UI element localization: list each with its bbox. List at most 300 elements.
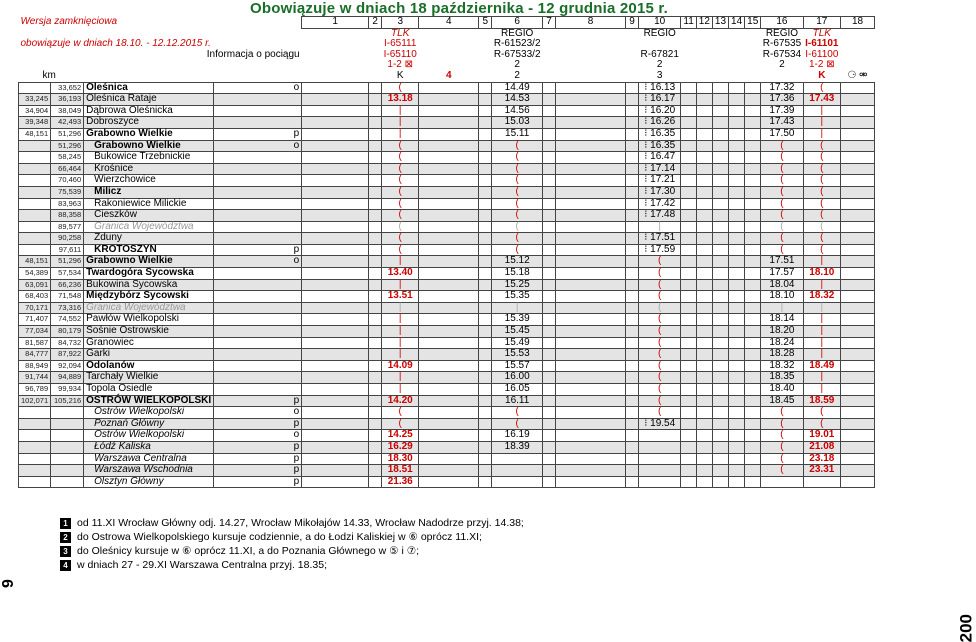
table-row — [19, 221, 875, 233]
time-cell — [543, 140, 556, 152]
time-cell: 18.10 — [803, 268, 840, 280]
time-cell — [712, 94, 728, 106]
km-2: 99,934 — [51, 384, 84, 396]
time-cell — [712, 465, 728, 477]
time-cell — [302, 360, 369, 372]
time-cell: 15.49 — [492, 337, 543, 349]
time-cell — [479, 175, 492, 187]
time-cell — [369, 372, 382, 384]
time-cell: 18.51 — [382, 465, 419, 477]
km-2: 80,179 — [51, 326, 84, 338]
time-cell — [696, 233, 712, 245]
km-2: 36,193 — [51, 94, 84, 106]
time-cell — [729, 221, 745, 233]
time-cell: ( — [803, 233, 840, 245]
header-train-row-1-cell — [479, 39, 492, 50]
header-category-row-cell — [302, 28, 369, 39]
km-1 — [19, 186, 51, 198]
time-cell — [302, 407, 369, 419]
time-cell — [543, 372, 556, 384]
time-cell — [543, 128, 556, 140]
time-cell — [696, 360, 712, 372]
time-cell — [419, 302, 479, 314]
footnote-number: 2 — [60, 532, 71, 543]
time-cell — [681, 268, 696, 280]
time-cell — [681, 384, 696, 396]
time-cell — [369, 244, 382, 256]
time-cell — [479, 465, 492, 477]
time-cell — [479, 279, 492, 291]
arr-dep — [214, 152, 302, 164]
time-cell — [479, 441, 492, 453]
time-cell — [626, 430, 639, 442]
time-cell: ( — [761, 453, 803, 465]
time-cell — [626, 314, 639, 326]
time-cell — [479, 430, 492, 442]
arr-dep — [214, 186, 302, 198]
time-cell — [419, 233, 479, 245]
km-2: 90,258 — [51, 233, 84, 245]
time-cell — [712, 117, 728, 129]
time-cell: ( — [382, 163, 419, 175]
km-1: 96,789 — [19, 384, 51, 396]
station-name: Poznań Główny — [84, 418, 214, 430]
table-row — [19, 82, 875, 94]
time-cell — [419, 430, 479, 442]
time-cell — [369, 210, 382, 222]
time-cell — [696, 105, 712, 117]
time-cell — [556, 117, 626, 129]
time-cell — [696, 117, 712, 129]
time-cell: ( — [382, 140, 419, 152]
time-cell — [696, 186, 712, 198]
station-name: Milicz — [84, 186, 214, 198]
time-cell: | — [803, 384, 840, 396]
time-cell — [729, 152, 745, 164]
table-row — [19, 476, 875, 488]
time-cell: ( — [803, 418, 840, 430]
time-cell — [492, 453, 543, 465]
time-cell: ( — [803, 140, 840, 152]
time-cell — [419, 163, 479, 175]
header-train-row-2-cell — [543, 50, 556, 61]
time-cell — [556, 233, 626, 245]
time-cell — [841, 152, 875, 164]
time-cell: 13.51 — [382, 291, 419, 303]
header-train-row-2-cell — [841, 50, 875, 61]
time-cell — [729, 163, 745, 175]
time-cell: ( — [639, 407, 681, 419]
time-cell — [543, 268, 556, 280]
arr-dep: p — [214, 418, 302, 430]
km-2: 97,611 — [51, 244, 84, 256]
time-cell — [841, 221, 875, 233]
time-cell — [729, 407, 745, 419]
time-cell — [369, 94, 382, 106]
header-class-row-cell — [681, 60, 696, 71]
time-cell — [626, 360, 639, 372]
km-1 — [19, 221, 51, 233]
time-cell: ( — [761, 140, 803, 152]
time-cell — [681, 94, 696, 106]
header-class-row-cell — [729, 60, 745, 71]
km-1: 68,403 — [19, 291, 51, 303]
time-cell — [712, 407, 728, 419]
time-cell — [543, 360, 556, 372]
time-cell — [841, 256, 875, 268]
header-train-row-1-cell — [681, 39, 696, 50]
header-train-row-2-cell — [681, 50, 696, 61]
time-cell — [556, 302, 626, 314]
time-cell — [729, 82, 745, 94]
time-cell: ( — [803, 407, 840, 419]
time-cell — [479, 117, 492, 129]
time-cell: ( — [492, 152, 543, 164]
time-cell — [419, 221, 479, 233]
time-cell — [712, 395, 728, 407]
time-cell — [479, 268, 492, 280]
table-row — [19, 256, 875, 268]
arr-dep: p — [214, 395, 302, 407]
time-cell: | — [803, 314, 840, 326]
time-cell: | — [639, 221, 681, 233]
station-name: Twardogóra Sycowska — [84, 268, 214, 280]
time-cell: ⁝ 16.47 — [639, 152, 681, 164]
time-cell — [626, 395, 639, 407]
header-train-row-2-cell — [369, 50, 382, 61]
time-cell: ( — [639, 268, 681, 280]
time-cell — [369, 279, 382, 291]
time-cell — [302, 140, 369, 152]
time-cell — [302, 117, 369, 129]
header-spacer — [214, 17, 302, 29]
time-cell — [712, 372, 728, 384]
time-cell: 16.11 — [492, 395, 543, 407]
station-name: Międzybórz Sycowski — [84, 291, 214, 303]
header-train-row-2 — [19, 50, 875, 61]
time-cell — [369, 221, 382, 233]
header-category-row-cell — [419, 28, 479, 39]
time-cell — [419, 314, 479, 326]
time-cell — [841, 163, 875, 175]
time-cell: ( — [382, 221, 419, 233]
time-cell — [556, 94, 626, 106]
time-cell — [626, 221, 639, 233]
time-cell: ( — [382, 407, 419, 419]
time-cell: 17.36 — [761, 94, 803, 106]
time-cell — [543, 233, 556, 245]
station-name: Krośnice — [84, 163, 214, 175]
table-row — [19, 384, 875, 396]
time-cell: ( — [639, 337, 681, 349]
time-cell — [841, 349, 875, 361]
km-2: 105,216 — [51, 395, 84, 407]
km-1 — [19, 407, 51, 419]
time-cell — [419, 395, 479, 407]
time-cell — [479, 349, 492, 361]
page-number-right: 200 — [956, 614, 975, 642]
time-cell — [369, 476, 382, 488]
time-cell — [639, 465, 681, 477]
time-cell — [369, 268, 382, 280]
time-cell — [556, 82, 626, 94]
time-cell — [745, 453, 761, 465]
time-cell — [681, 279, 696, 291]
time-cell: | — [382, 326, 419, 338]
time-cell — [419, 441, 479, 453]
time-cell — [543, 326, 556, 338]
table-row — [19, 279, 875, 291]
time-cell — [712, 360, 728, 372]
time-cell: | — [803, 326, 840, 338]
time-cell — [302, 244, 369, 256]
station-name: Bukowina Sycowska — [84, 279, 214, 291]
table-row — [19, 233, 875, 245]
time-cell — [556, 163, 626, 175]
km-1 — [19, 453, 51, 465]
table-row — [19, 314, 875, 326]
km-1: 77,034 — [19, 326, 51, 338]
arr-dep: o — [214, 256, 302, 268]
time-cell — [626, 337, 639, 349]
time-cell — [556, 349, 626, 361]
time-cell — [745, 198, 761, 210]
time-cell — [696, 268, 712, 280]
time-cell — [543, 395, 556, 407]
arr-dep — [214, 221, 302, 233]
time-cell: 21.08 — [803, 441, 840, 453]
time-cell: 18.39 — [492, 441, 543, 453]
time-cell — [681, 105, 696, 117]
time-cell — [302, 349, 369, 361]
footnote-text: w dniach 27 - 29.XI Warszawa Centralna przyj. 18.35; — [77, 559, 327, 571]
time-cell — [696, 326, 712, 338]
time-cell — [479, 198, 492, 210]
km-2 — [51, 476, 84, 488]
time-cell — [543, 186, 556, 198]
time-cell — [369, 256, 382, 268]
time-cell: ( — [492, 175, 543, 187]
time-cell — [302, 279, 369, 291]
time-cell — [479, 360, 492, 372]
time-cell — [841, 198, 875, 210]
time-cell — [479, 233, 492, 245]
table-row — [19, 291, 875, 303]
time-cell — [729, 384, 745, 396]
time-cell — [745, 476, 761, 488]
time-cell — [419, 140, 479, 152]
time-cell — [841, 82, 875, 94]
header-train-row-1-cell: R-67535 — [762, 38, 802, 50]
time-cell: ( — [492, 418, 543, 430]
station-name: Grabowno Wielkie — [84, 140, 214, 152]
time-cell: ( — [803, 152, 840, 164]
header-class-row-cell — [556, 60, 626, 71]
col-number: 10 — [639, 17, 681, 29]
time-cell — [696, 163, 712, 175]
station-name: Ostrów Wielkopolski — [84, 407, 214, 419]
time-cell — [302, 186, 369, 198]
time-cell — [556, 476, 626, 488]
time-cell — [696, 198, 712, 210]
time-cell — [681, 210, 696, 222]
time-cell — [712, 291, 728, 303]
header-train-row-2-cell — [302, 50, 369, 61]
time-cell — [419, 418, 479, 430]
table-row — [19, 418, 875, 430]
km-2: 70,460 — [51, 175, 84, 187]
time-cell: | — [803, 279, 840, 291]
header-train-row-1-cell — [626, 39, 639, 50]
header-train-row-1-cell — [745, 39, 761, 50]
header-class-row-cell: 2 — [779, 59, 785, 71]
col-number: 5 — [479, 17, 492, 29]
time-cell — [745, 268, 761, 280]
time-cell: 18.28 — [761, 349, 803, 361]
time-cell: 14.20 — [382, 395, 419, 407]
header-symbol-row-cell — [803, 71, 840, 82]
km-1: 39,348 — [19, 117, 51, 129]
time-cell — [696, 244, 712, 256]
header-train-row-1-cell — [729, 39, 745, 50]
time-cell — [492, 476, 543, 488]
time-cell — [681, 291, 696, 303]
time-cell: ⁝ 16.20 — [639, 105, 681, 117]
station-name: Łódź Kaliska — [84, 441, 214, 453]
time-cell: ( — [639, 302, 681, 314]
time-cell — [681, 418, 696, 430]
time-cell: ( — [492, 163, 543, 175]
time-cell — [745, 395, 761, 407]
col-number: 13 — [712, 17, 728, 29]
time-cell — [745, 210, 761, 222]
header-symbol-row-cell: K — [396, 69, 404, 81]
station-name: Oleśnica — [84, 82, 214, 94]
km-1 — [19, 476, 51, 488]
station-name: Sośnie Ostrowskie — [84, 326, 214, 338]
header-class-row-cell: 1-2 ⊠ — [387, 59, 414, 71]
time-cell — [626, 210, 639, 222]
table-row — [19, 163, 875, 175]
km-1: 84,777 — [19, 349, 51, 361]
time-cell — [626, 291, 639, 303]
time-cell — [419, 244, 479, 256]
time-cell: | — [803, 256, 840, 268]
km-1: 81,587 — [19, 337, 51, 349]
time-cell — [745, 163, 761, 175]
time-cell — [543, 291, 556, 303]
time-cell — [745, 233, 761, 245]
station-name: Wierzchowice — [84, 175, 214, 187]
time-cell — [745, 418, 761, 430]
time-cell — [745, 302, 761, 314]
time-cell — [729, 430, 745, 442]
time-cell — [729, 117, 745, 129]
time-cell — [729, 175, 745, 187]
time-cell — [745, 407, 761, 419]
time-cell — [626, 198, 639, 210]
time-cell — [556, 128, 626, 140]
table-row — [19, 186, 875, 198]
time-cell: 15.25 — [492, 279, 543, 291]
time-cell — [745, 291, 761, 303]
time-cell — [479, 163, 492, 175]
time-cell — [729, 279, 745, 291]
time-cell — [696, 349, 712, 361]
time-cell: ( — [761, 407, 803, 419]
header-class-row-cell — [626, 60, 639, 71]
time-cell — [556, 152, 626, 164]
time-cell — [696, 384, 712, 396]
time-cell — [681, 441, 696, 453]
station-name: Olsztyn Główny — [84, 476, 214, 488]
time-cell — [729, 314, 745, 326]
time-cell: 18.20 — [761, 326, 803, 338]
header-train-row-2-cell: I-65110 — [383, 48, 417, 60]
arr-dep — [214, 94, 302, 106]
time-cell — [302, 128, 369, 140]
time-cell — [543, 152, 556, 164]
time-cell — [419, 94, 479, 106]
time-cell — [369, 233, 382, 245]
time-cell — [556, 140, 626, 152]
header-train-row-2-cell: I-61100 — [805, 48, 839, 60]
time-cell: 17.43 — [803, 94, 840, 106]
time-cell — [729, 186, 745, 198]
footnote-item — [60, 517, 524, 529]
header-train-row-2-cell — [419, 50, 479, 61]
time-cell — [696, 418, 712, 430]
time-cell — [543, 94, 556, 106]
time-cell — [745, 441, 761, 453]
arr-dep — [214, 233, 302, 245]
table-row — [19, 430, 875, 442]
header-category-row-cell — [696, 28, 712, 39]
arr-dep: o — [214, 430, 302, 442]
time-cell — [626, 233, 639, 245]
time-cell — [302, 384, 369, 396]
time-cell — [681, 163, 696, 175]
time-cell: ( — [382, 82, 419, 94]
footnote-item — [60, 559, 327, 571]
time-cell — [626, 372, 639, 384]
time-cell: | — [382, 372, 419, 384]
arr-dep — [214, 302, 302, 314]
arr-dep: p — [214, 476, 302, 488]
header-class-row-cell — [696, 60, 712, 71]
time-cell — [681, 186, 696, 198]
time-cell — [681, 256, 696, 268]
time-cell: 18.04 — [761, 279, 803, 291]
time-cell — [302, 82, 369, 94]
time-cell — [729, 291, 745, 303]
header-symbol-row — [19, 71, 875, 82]
time-cell — [626, 407, 639, 419]
time-cell — [626, 453, 639, 465]
time-cell — [479, 82, 492, 94]
time-cell — [745, 128, 761, 140]
time-cell — [681, 244, 696, 256]
header-symbol-row-cell — [369, 71, 382, 82]
time-cell — [729, 140, 745, 152]
header-category-row-cell — [369, 28, 382, 39]
time-cell — [543, 105, 556, 117]
time-cell — [479, 418, 492, 430]
time-cell — [745, 372, 761, 384]
time-cell — [543, 384, 556, 396]
time-cell — [302, 465, 369, 477]
time-cell — [369, 152, 382, 164]
